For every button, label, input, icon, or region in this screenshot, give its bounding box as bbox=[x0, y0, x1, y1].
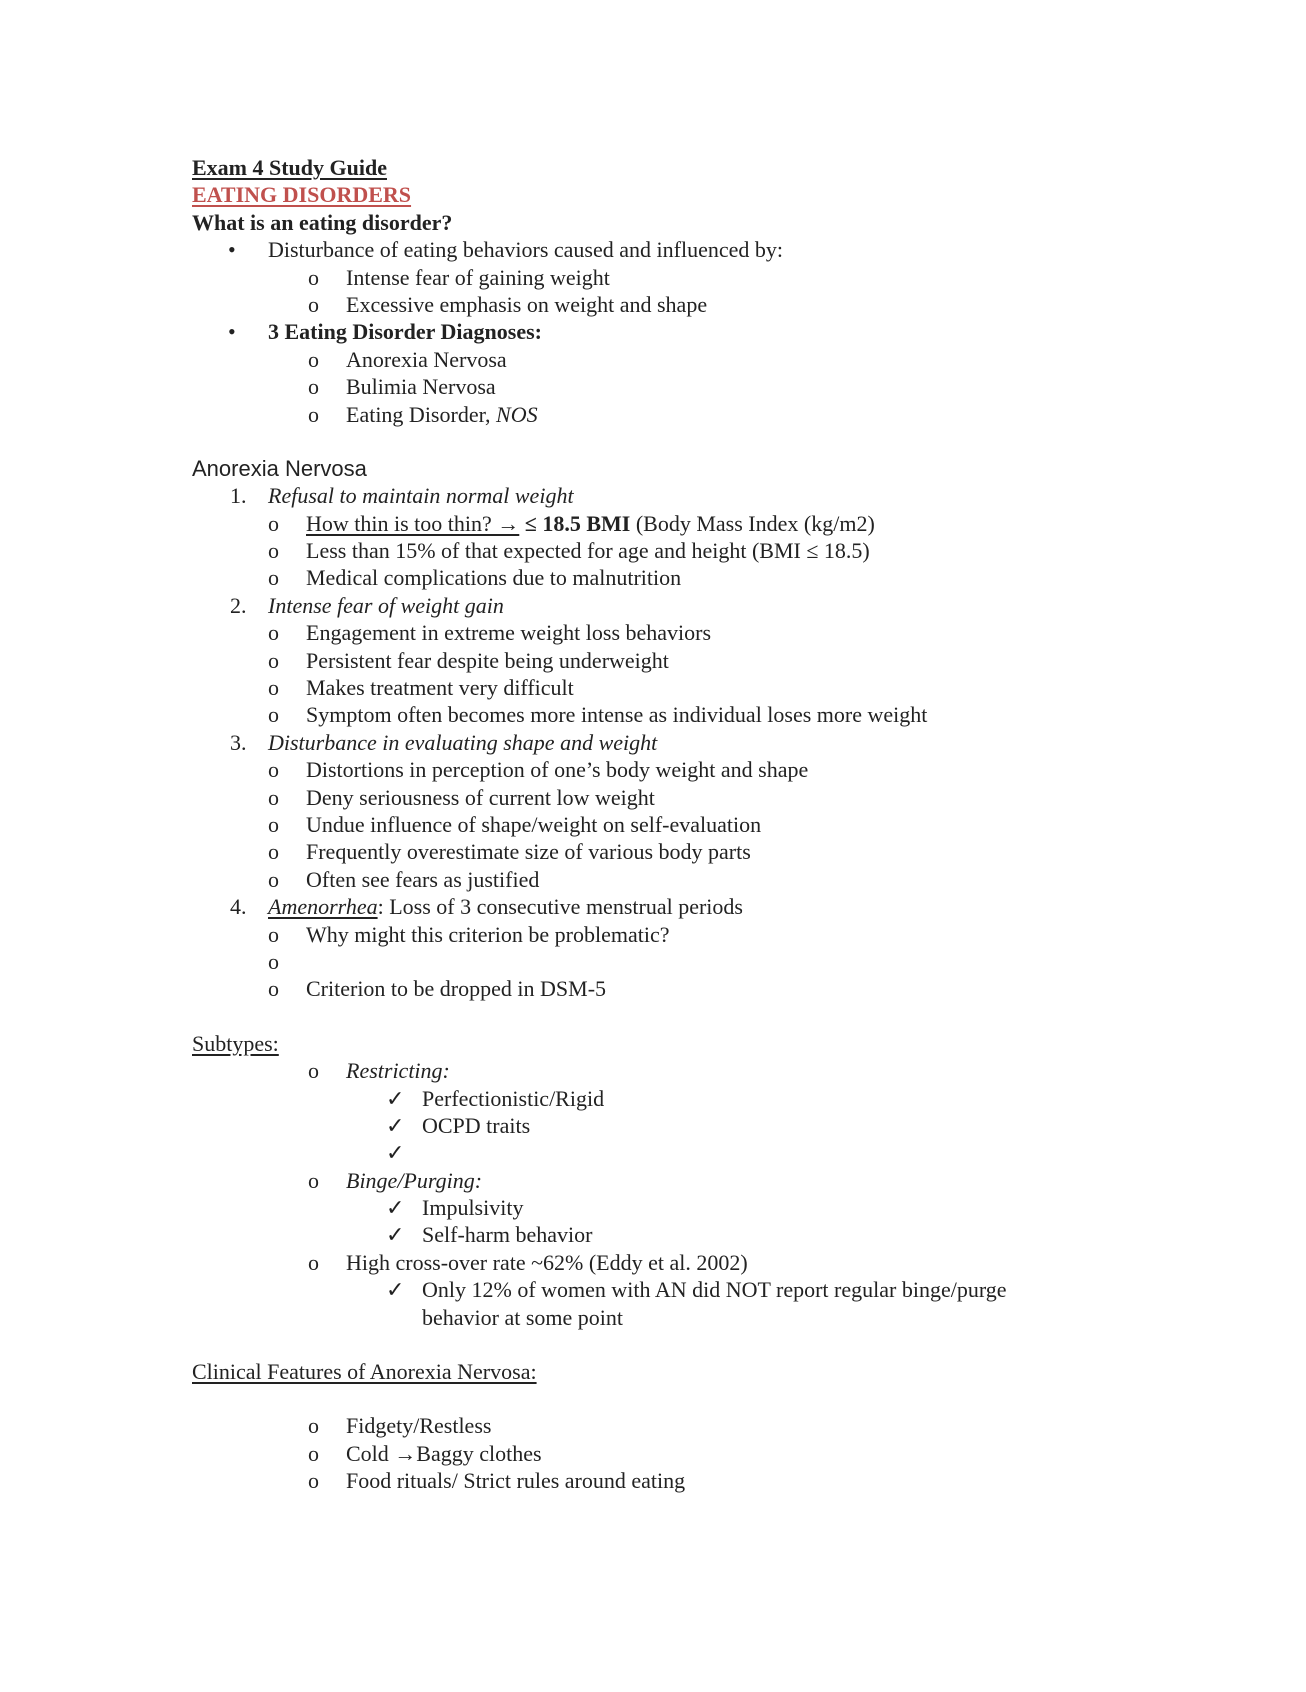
check-item bbox=[192, 1139, 1192, 1166]
sub-item bbox=[192, 1467, 1192, 1494]
sub-item bbox=[192, 674, 1192, 701]
bmi-threshold: ≤ 18.5 BMI bbox=[519, 510, 631, 536]
sub-item bbox=[192, 564, 1192, 591]
sub-item bbox=[192, 373, 1192, 400]
sub-text bbox=[346, 401, 538, 428]
sub-item bbox=[192, 510, 1192, 537]
sub-text: Fidgety/Restless bbox=[346, 1413, 492, 1439]
amenorrhea-term: Amenorrhea bbox=[268, 894, 378, 920]
check-item-continued bbox=[192, 1304, 1192, 1331]
check-marker: ✓ bbox=[386, 1085, 405, 1111]
circle-marker: o bbox=[268, 839, 279, 865]
sub-item bbox=[192, 756, 1192, 783]
circle-marker: o bbox=[308, 374, 319, 400]
bullet-item bbox=[192, 318, 1192, 345]
circle-marker: o bbox=[308, 346, 319, 372]
bullet-marker: • bbox=[228, 319, 236, 345]
amenorrhea-definition: : Loss of 3 consecutive menstrual periods bbox=[377, 894, 743, 920]
sub-text: Anorexia Nervosa bbox=[346, 346, 507, 372]
sub-item bbox=[192, 346, 1192, 373]
sub-item bbox=[192, 1057, 1192, 1084]
sub-item bbox=[192, 811, 1192, 838]
circle-marker: o bbox=[268, 620, 279, 646]
sub-item bbox=[192, 537, 1192, 564]
criterion-number: 1. bbox=[230, 483, 247, 509]
check-text: Self-harm behavior bbox=[422, 1222, 593, 1248]
circle-marker: o bbox=[268, 866, 279, 892]
sub-text: Criterion to be dropped in DSM-5 bbox=[306, 976, 607, 1002]
subtypes-heading: Subtypes: bbox=[192, 1030, 279, 1056]
sub-item bbox=[192, 784, 1192, 811]
sub-item bbox=[192, 701, 1192, 728]
circle-marker: o bbox=[268, 811, 279, 837]
circle-marker: o bbox=[268, 976, 279, 1002]
check-marker: ✓ bbox=[386, 1112, 405, 1138]
bullet-text: 3 Eating Disorder Diagnoses: bbox=[268, 319, 542, 345]
sub-item bbox=[192, 921, 1192, 948]
circle-marker: o bbox=[268, 921, 279, 947]
circle-marker: o bbox=[268, 538, 279, 564]
subtype-label: Restricting: bbox=[346, 1058, 450, 1084]
check-text: Impulsivity bbox=[422, 1195, 524, 1221]
sub-item bbox=[192, 1249, 1192, 1276]
criterion-title: Refusal to maintain normal weight bbox=[268, 483, 574, 509]
bullet-text: Disturbance of eating behaviors caused and influenced by: bbox=[268, 237, 783, 263]
check-item bbox=[192, 1221, 1192, 1248]
sub-item bbox=[192, 866, 1192, 893]
sub-item bbox=[192, 1167, 1192, 1194]
check-text: Perfectionistic/Rigid bbox=[422, 1085, 605, 1111]
sub-text: Intense fear of gaining weight bbox=[346, 264, 610, 290]
circle-marker: o bbox=[308, 291, 319, 317]
sub-item bbox=[192, 838, 1192, 865]
doc-title: Exam 4 Study Guide bbox=[192, 155, 387, 180]
sub-text: Excessive emphasis on weight and shape bbox=[346, 291, 708, 317]
circle-marker: o bbox=[268, 647, 279, 673]
circle-marker: o bbox=[268, 702, 279, 728]
check-item bbox=[192, 1112, 1192, 1139]
circle-marker: o bbox=[308, 1249, 319, 1275]
circle-marker: o bbox=[308, 401, 319, 427]
check-marker: ✓ bbox=[386, 1195, 405, 1221]
criterion-number: 3. bbox=[230, 729, 247, 755]
check-marker: ✓ bbox=[386, 1222, 405, 1248]
criterion-title: Intense fear of weight gain bbox=[268, 592, 504, 618]
criterion-item bbox=[192, 592, 1192, 619]
sub-item bbox=[192, 647, 1192, 674]
criterion-number: 2. bbox=[230, 592, 247, 618]
bullet-marker: • bbox=[228, 237, 236, 263]
sub-text: Persistent fear despite being underweight bbox=[306, 647, 669, 673]
circle-marker: o bbox=[308, 264, 319, 290]
check-item bbox=[192, 1276, 1192, 1303]
check-item bbox=[192, 1194, 1192, 1221]
sub-text: Symptom often becomes more intense as individual loses more weight bbox=[306, 702, 928, 728]
circle-marker: o bbox=[268, 510, 279, 536]
sub-text bbox=[306, 510, 875, 537]
sub-text: Why might this criterion be problematic? bbox=[306, 921, 670, 947]
sub-text: Medical complications due to malnutrition bbox=[306, 565, 682, 591]
sub-text: Makes treatment very difficult bbox=[306, 675, 574, 701]
check-item bbox=[192, 1085, 1192, 1112]
sub-text: Deny seriousness of current low weight bbox=[306, 784, 655, 810]
circle-marker: o bbox=[308, 1413, 319, 1439]
criterion-number: 4. bbox=[230, 894, 247, 920]
criterion-item bbox=[192, 482, 1192, 509]
check-marker: ✓ bbox=[386, 1140, 405, 1166]
sub-text-prefix: Eating Disorder, bbox=[346, 401, 497, 427]
circle-marker: o bbox=[268, 757, 279, 783]
sub-text: Bulimia Nervosa bbox=[346, 374, 496, 400]
bmi-definition: (Body Mass Index (kg/m2) bbox=[630, 510, 875, 536]
sub-item bbox=[192, 619, 1192, 646]
sub-item bbox=[192, 948, 1192, 975]
sub-text: Frequently overestimate size of various body parts bbox=[306, 839, 751, 865]
sub-item bbox=[192, 264, 1192, 291]
section-heading: EATING DISORDERS bbox=[192, 182, 412, 208]
circle-marker: o bbox=[308, 1058, 319, 1084]
sub-item bbox=[192, 1412, 1192, 1439]
sub-text: Distortions in perception of one’s body weight and shape bbox=[306, 757, 809, 783]
criterion-item bbox=[192, 893, 1192, 920]
sub-text: Less than 15% of that expected for age and height (BMI ≤ 18.5) bbox=[306, 538, 870, 564]
check-text: behavior at some point bbox=[422, 1304, 624, 1330]
circle-marker: o bbox=[308, 1440, 319, 1466]
sub-text: Food rituals/ Strict rules around eating bbox=[346, 1468, 686, 1494]
sub-item bbox=[192, 291, 1192, 318]
sub-text: Engagement in extreme weight loss behaviors bbox=[306, 620, 712, 646]
sub-text: Often see fears as justified bbox=[306, 866, 540, 892]
question-heading: What is an eating disorder? bbox=[192, 209, 453, 235]
circle-marker: o bbox=[268, 948, 279, 974]
subtype-label: Binge/Purging: bbox=[346, 1167, 483, 1193]
check-marker: ✓ bbox=[386, 1277, 405, 1303]
criterion-title: Disturbance in evaluating shape and weight bbox=[268, 729, 658, 755]
thinness-question: How thin is too thin? → bbox=[306, 510, 520, 536]
sub-item bbox=[192, 1440, 1192, 1467]
sub-item bbox=[192, 975, 1192, 1002]
anorexia-heading: Anorexia Nervosa bbox=[192, 455, 367, 481]
circle-marker: o bbox=[268, 784, 279, 810]
check-text: Only 12% of women with AN did NOT report regular binge/purge bbox=[422, 1277, 1007, 1303]
circle-marker: o bbox=[268, 675, 279, 701]
sub-text-italic: NOS bbox=[496, 401, 538, 427]
criterion-item bbox=[192, 729, 1192, 756]
sub-text: High cross-over rate ~62% (Eddy et al. 2002) bbox=[346, 1249, 748, 1275]
sub-item bbox=[192, 401, 1192, 428]
circle-marker: o bbox=[308, 1167, 319, 1193]
circle-marker: o bbox=[308, 1468, 319, 1494]
sub-text: Cold →Baggy clothes bbox=[346, 1440, 542, 1466]
check-text: OCPD traits bbox=[422, 1112, 531, 1138]
bullet-item bbox=[192, 236, 1192, 263]
study-guide bbox=[192, 154, 1192, 1495]
criterion-title bbox=[268, 893, 743, 920]
clinical-heading: Clinical Features of Anorexia Nervosa: bbox=[192, 1359, 537, 1385]
sub-text: Undue influence of shape/weight on self-evaluation bbox=[306, 811, 762, 837]
circle-marker: o bbox=[268, 565, 279, 591]
